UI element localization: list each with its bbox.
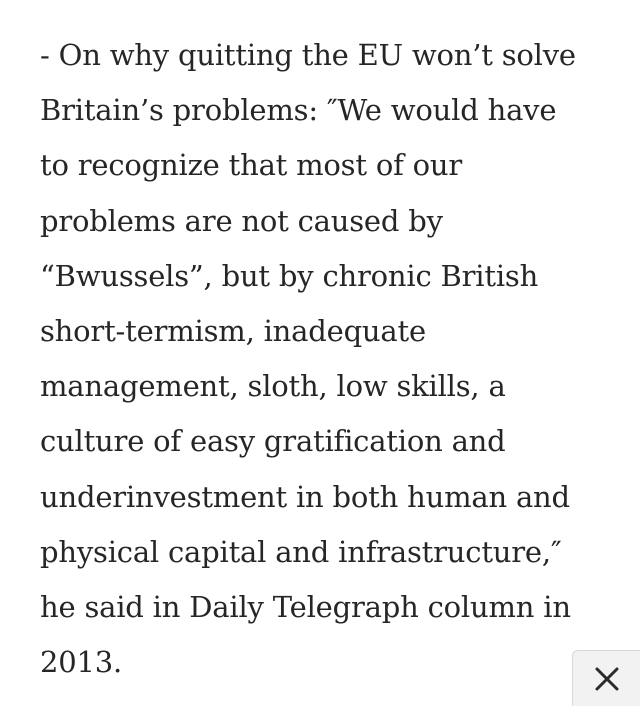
article-line: to recognize that most of our <box>40 148 463 183</box>
close-icon <box>595 667 619 691</box>
article-line: culture of easy gratification and <box>40 424 506 459</box>
article-line: problems are not caused by <box>40 203 443 238</box>
article-line: physical capital and infrastructure,″ <box>40 534 562 569</box>
article-line: underinvestment in both human and <box>40 479 570 514</box>
article-line: he said in Daily Telegraph column in <box>40 589 571 624</box>
article-line: management, sloth, low skills, a <box>40 369 506 404</box>
article-line: short-termism, inadequate <box>40 313 426 348</box>
article-line: “Bwussels”, but by chronic British <box>40 258 539 293</box>
article-paragraph <box>40 28 576 690</box>
article-line: 2013. <box>40 645 123 680</box>
article-line: - On why quitting the EU won’t solve <box>40 38 576 72</box>
article-line: Britain’s problems: ″We would have <box>40 93 557 128</box>
close-button[interactable] <box>572 650 640 706</box>
